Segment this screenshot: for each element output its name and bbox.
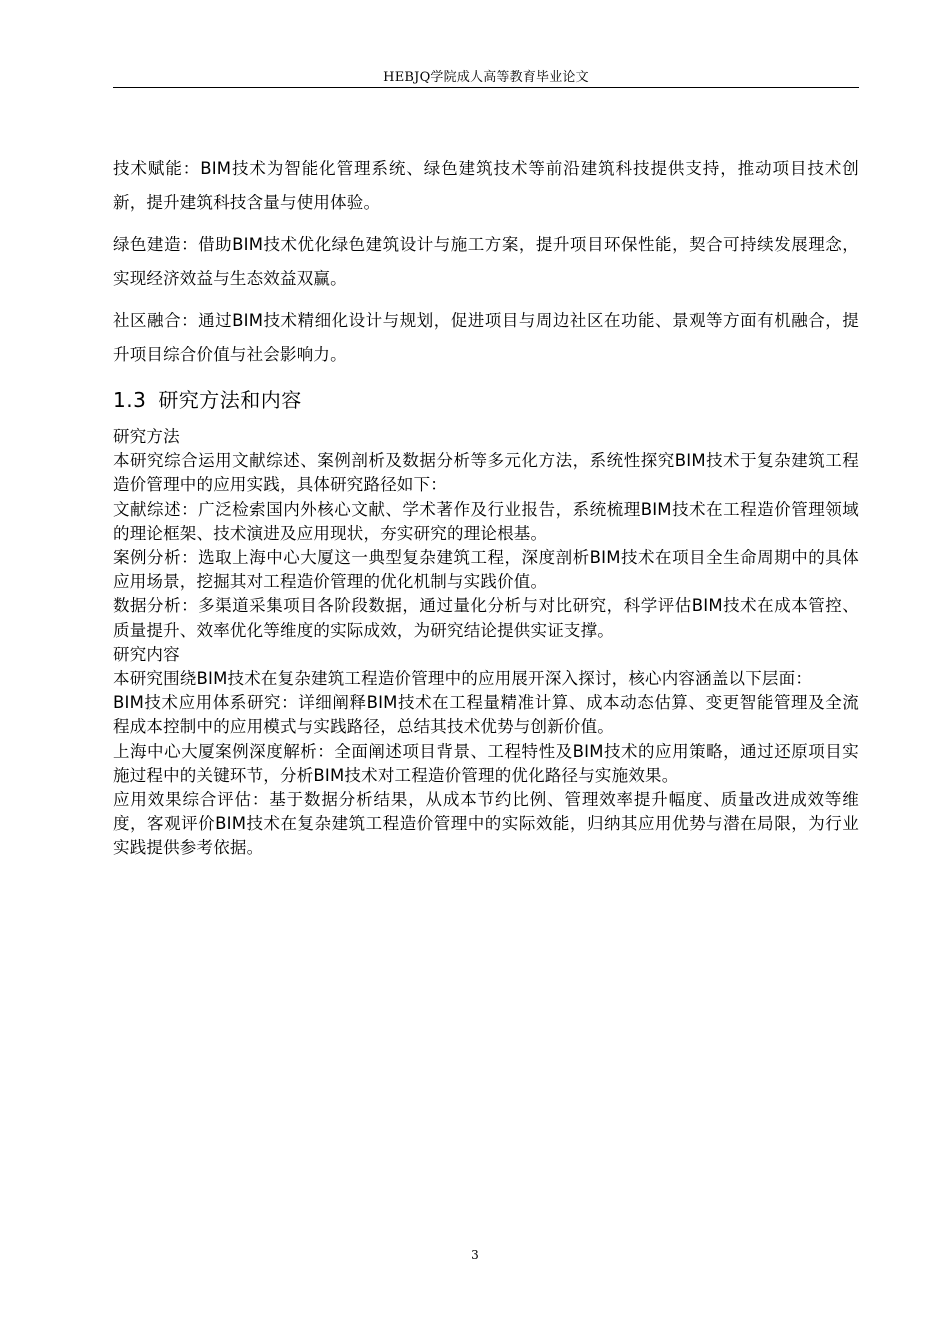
- method-intro: 本研究综合运用文献综述、案例剖析及数据分析等多元化方法，系统性探究BIM技术于复杂建筑工程造价管理中的应用实践，具体研究路径如下：: [113, 451, 859, 495]
- header-divider: [113, 87, 859, 88]
- section-heading: [113, 382, 302, 418]
- paragraph-community-integration: 社区融合：通过BIM技术精细化设计与规划，促进项目与周边社区在功能、景观等方面有机融合，提升项目综合价值与社会影响力。: [113, 311, 859, 364]
- section-body: [113, 425, 859, 861]
- paragraph-green-construction: 绿色建造：借助BIM技术优化绿色建筑设计与施工方案，提升项目环保性能，契合可持续发展理念，实现经济效益与生态效益双赢。: [113, 235, 859, 288]
- section-number: 1.3: [113, 388, 147, 412]
- case-study: 上海中心大厦案例深度解析：全面阐述项目背景、工程特性及BIM技术的应用策略，通过还原项目实施过程中的关键环节，分析BIM技术对工程造价管理的优化路径与实施效果。: [113, 741, 859, 785]
- content-heading: 研究内容: [113, 644, 180, 664]
- data-analysis: 数据分析：多渠道采集项目各阶段数据，通过量化分析与对比研究，科学评估BIM技术在成本管控、质量提升、效率优化等维度的实际成效，为研究结论提供实证支撑。: [113, 596, 859, 640]
- case-analysis: 案例分析：选取上海中心大厦这一典型复杂建筑工程，深度剖析BIM技术在项目全生命周期中的具体应用场景，挖掘其对工程造价管理的优化机制与实践价值。: [113, 548, 859, 592]
- page-number: 3: [471, 1248, 479, 1262]
- method-heading: 研究方法: [113, 427, 180, 446]
- page-header: HEBJQ学院成人高等教育毕业论文: [383, 70, 589, 85]
- paragraph-tech-empowerment: 技术赋能：BIM技术为智能化管理系统、绿色建筑技术等前沿建筑科技提供支持，推动项目技术创新，提升建筑科技含量与使用体验。: [113, 159, 859, 212]
- literature-review: 文献综述：广泛检索国内外核心文献、学术著作及行业报告，系统梳理BIM技术在工程造价管理领域的理论框架、技术演进及应用现状，夯实研究的理论根基。: [113, 499, 859, 543]
- system-study: BIM技术应用体系研究：详细阐释BIM技术在工程量精准计算、成本动态估算、变更智能管理及全流程成本控制中的应用模式与实践路径，总结其技术优势与创新价值。: [113, 693, 859, 737]
- effect-evaluation: 应用效果综合评估：基于数据分析结果，从成本节约比例、管理效率提升幅度、质量改进成效等维度，客观评价BIM技术在复杂建筑工程造价管理中的实际效能，归纳其应用优势与潜在局限，为行业实践提供参考依据。: [113, 790, 859, 858]
- section-title: 研究方法和内容: [158, 388, 302, 412]
- content-intro: 本研究围绕BIM技术在复杂建筑工程造价管理中的应用展开深入探讨，核心内容涵盖以下层面：: [113, 669, 813, 689]
